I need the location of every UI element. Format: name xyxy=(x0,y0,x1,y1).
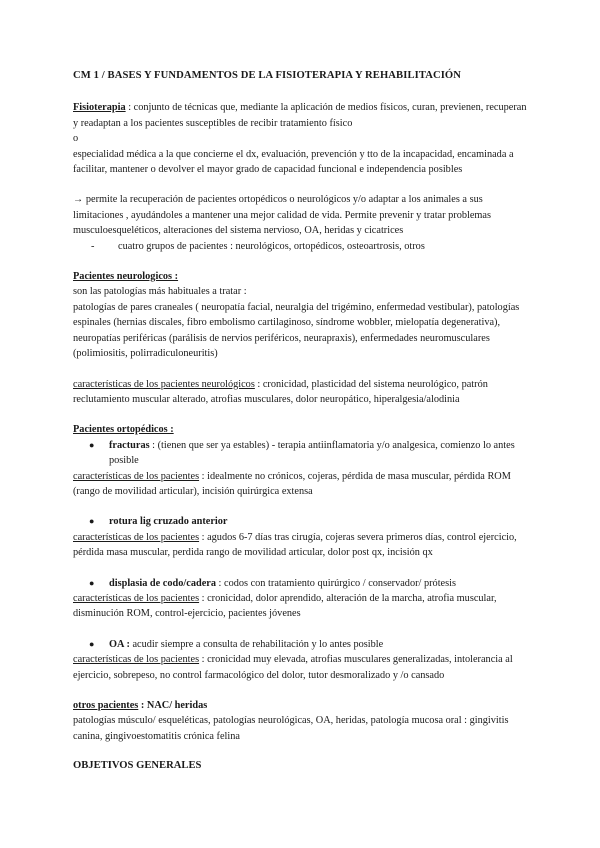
document-title: CM 1 / BASES Y FUNDAMENTOS DE LA FISIOTERAPIA Y REHABILITACIÓN xyxy=(73,70,462,81)
neuro-char-text: : cronicidad, plasticidad del sistema neurológico, patrón reclutamiento muscular alterado, atrofias musculares, dolor neuropático, hiperalgesia/alodinia xyxy=(73,378,488,405)
definition-term: Fisioterapia xyxy=(73,102,126,114)
fracturas-item xyxy=(73,438,533,469)
fracturas-characteristics xyxy=(73,469,533,500)
oa-char-text: : cronicidad muy elevada, atrofias musculares generalizadas, intolerancia al ejercicio, sobrepeso, no control farmacológico del dolor, tutor desmoralizado y /o cansado xyxy=(73,654,513,681)
oa-char-label: características de los pacientes xyxy=(73,654,200,666)
patient-groups-text: cuatro grupos de pacientes : neurológicos, ortopédicos, osteoartrosis, otros xyxy=(118,240,425,252)
displasia-desc: : codos con tratamiento quirúrgico / conservador/ prótesis xyxy=(215,577,456,589)
definition-or: o xyxy=(73,133,79,145)
arrow-paragraph: → permite la recuperación de pacientes ortopédicos o neurológicos y/o adaptar a los animales a sus limitaciones , ayudándoles a mantener una mejor calidad de vida. Permite prevenir y tratar problemas musculoesqueléticos, alteraciones del sistema nervioso, OA, heridas y cicatrices xyxy=(73,194,492,237)
rotura-char-text: : agudos 6-7 días tras cirugía, cojeras severa primeros días, control ejercicio, pérdida masa muscular, perdida rango de movilidad articular, dolor post qx, incisión qx xyxy=(73,531,517,559)
rotura-char-label: características de los pacientes xyxy=(73,531,200,543)
neuro-text: patologías de pares craneales ( neuropatía facial, neuralgia del trigémino, enfermedad vestibular), patologías espinales (hernias discales, fibro embolismo cartilaginoso, síndrome wobbler, mielopatía degenerativa), neuropatías periféricas (parálisis de nervios periféricos, neurapraxis), enfermedades neuromusculares (polimiositis, polirradiculoneuritis) xyxy=(73,301,520,360)
dash-marker: - xyxy=(91,240,95,252)
oa-item xyxy=(73,637,533,652)
others-heading xyxy=(73,698,533,713)
bullet-marker: ● xyxy=(89,577,95,588)
definition-text: : conjunto de técnicas que, mediante la aplicación de medios físicos, curan, previenen, recuperan y readaptan a los pacientes susceptibles de recibir tratamiento físico xyxy=(73,102,527,129)
document-body xyxy=(73,68,533,774)
definition-paragraph xyxy=(73,100,533,131)
oa-name: OA : xyxy=(109,638,130,650)
neuro-intro: son las patologías más habituales a tratar : xyxy=(73,286,247,298)
oa-characteristics xyxy=(73,652,533,683)
others-text: patologías músculo/ esqueléticas, patologías neurológicas, OA, heridas, patología mucosa oral : gingivitis canina, gingivoestomatitis crónica felina xyxy=(73,715,509,742)
displasia-item xyxy=(73,576,533,591)
displasia-char-text: : cronicidad, dolor aprendido, alteración de la marcha, atrofia muscular, disminución ROM, control-ejercicio, pacientes jóvenes xyxy=(73,592,497,620)
fracturas-desc: : (tienen que ser ya estables) - terapia antiinflamatoria y/o analgesica, comienzo lo antes posible xyxy=(109,439,515,467)
definition-text-2: especialidad médica a la que concierne el dx, evaluación, prevención y tto de la incapacidad, encaminada a facilitar, mantener o devolver el mayor grado de capacidad funcional e independencia posibles xyxy=(73,148,514,176)
ortho-heading: Pacientes ortopédicos : xyxy=(73,424,174,436)
rotura-item xyxy=(73,514,533,529)
bullet-marker: ● xyxy=(89,638,95,649)
fracturas-char-label: características de los pacientes xyxy=(73,470,200,482)
oa-desc: acudir siempre a consulta de rehabilitación y lo antes posible xyxy=(129,638,384,650)
rotura-name: rotura lig cruzado anterior xyxy=(109,516,228,528)
fracturas-name: fracturas xyxy=(109,439,150,451)
others-rest: : NAC/ heridas xyxy=(138,700,208,711)
displasia-char-label: características de los pacientes xyxy=(73,592,200,604)
patient-groups-item xyxy=(73,239,533,254)
bullet-marker: ● xyxy=(89,516,95,527)
bullet-marker: ● xyxy=(89,439,95,450)
displasia-name: displasia de codo/cadera xyxy=(109,577,216,589)
neuro-characteristics xyxy=(73,377,533,408)
displasia-characteristics xyxy=(73,591,533,622)
neuro-heading: Pacientes neurologicos : xyxy=(73,271,179,283)
others-label: otros pacientes xyxy=(73,700,139,711)
neuro-char-label: características de los pacientes neurológicos xyxy=(73,378,255,390)
fracturas-char-text: : idealmente no crónicos, cojeras, pérdida de masa muscular, pérdida ROM (rango de movilidad articular), incisión quirúrgica extensa xyxy=(73,470,511,497)
objetivos-heading: OBJETIVOS GENERALES xyxy=(73,760,202,772)
rotura-characteristics xyxy=(73,530,533,561)
